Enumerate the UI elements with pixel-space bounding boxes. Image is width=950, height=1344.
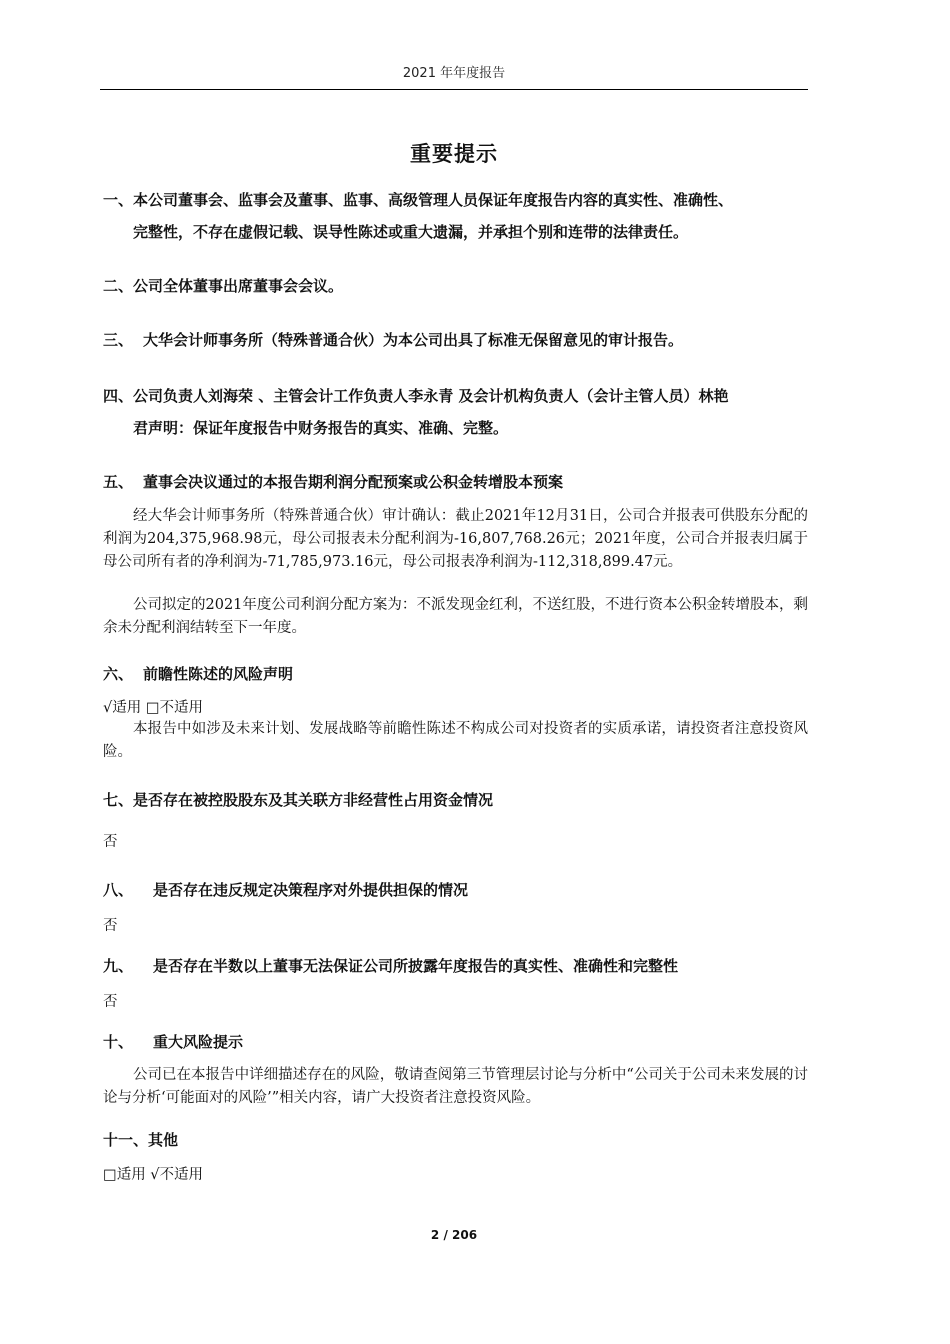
page-title: 重要提示	[410, 142, 498, 166]
section-2-number: 二、	[103, 277, 134, 295]
section-1-line2: 完整性，不存在虚假记载、误导性陈述或重大遗漏，并承担个别和连带的法律责任。	[133, 223, 689, 241]
section-8-heading-text: 是否存在违反规定决策程序对外提供担保的情况	[153, 881, 469, 899]
section-1-number: 一、	[103, 191, 134, 209]
section-4-number: 四、	[103, 387, 134, 405]
section-7-number: 七、	[103, 791, 134, 809]
section-3-number: 三、	[103, 331, 134, 349]
header-rule	[100, 89, 808, 90]
section-5-heading-text: 董事会决议通过的本报告期利润分配预案或公积金转增股本预案	[143, 473, 564, 491]
section-3-text: 大华会计师事务所（特殊普通合伙）为本公司出具了标准无保留意见的审计报告。	[143, 331, 684, 349]
section-5-heading	[103, 466, 563, 498]
section-4-line1	[103, 380, 728, 412]
section-6-heading-text: 前瞻性陈述的风险声明	[143, 665, 294, 683]
section-6-applicability: √适用 □不适用	[103, 700, 204, 716]
section-5-paragraph-1: 经大华会计师事务所（特殊普通合伙）审计确认：截止2021年12月31日，公司合并报表可供股东分配的利润为204,375,968.98元，母公司报表未分配利润为-16,807,768.26元；2021年度，公司合并报表归属于母公司所有者的净利润为-71,785,973.16元，母公司报表净利润为-112,318,899.47元。	[103, 508, 808, 570]
section-2	[103, 270, 343, 302]
section-8-number: 八、	[103, 881, 134, 899]
section-7-answer: 否	[103, 834, 118, 850]
section-10-paragraph: 公司已在本报告中详细描述存在的风险，敬请查阅第三节管理层讨论与分析中“公司关于公司未来发展的讨论与分析‘可能面对的风险’”相关内容，请广大投资者注意投资风险。	[103, 1067, 808, 1106]
section-6-paragraph: 本报告中如涉及未来计划、发展战略等前瞻性陈述不构成公司对投资者的实质承诺，请投资者注意投资风险。	[103, 721, 808, 760]
section-5-number: 五、	[103, 473, 134, 491]
section-2-text: 公司全体董事出席董事会会议。	[133, 277, 344, 295]
section-11-number: 十一、	[103, 1131, 149, 1149]
section-11-applicability: □适用 √不适用	[103, 1167, 204, 1183]
section-8-heading	[103, 874, 468, 906]
section-1-text: 本公司董事会、监事会及董事、监事、高级管理人员保证年度报告内容的真实性、准确性、	[133, 191, 734, 209]
running-header: 2021 年年度报告	[402, 66, 506, 81]
section-11-heading	[103, 1124, 178, 1156]
section-6-heading	[103, 658, 293, 690]
section-7-heading-text: 是否存在被控股股东及其关联方非经营性占用资金情况	[133, 791, 494, 809]
page-number: 2 / 206	[430, 1228, 478, 1242]
section-9-heading	[103, 950, 678, 982]
section-10-number: 十、	[103, 1033, 134, 1051]
section-11-heading-text: 其他	[148, 1131, 179, 1149]
section-3	[103, 324, 683, 356]
section-6-number: 六、	[103, 665, 134, 683]
section-1-line1	[103, 184, 733, 216]
section-10-heading	[103, 1026, 243, 1058]
section-9-answer: 否	[103, 994, 118, 1010]
section-7-heading	[103, 784, 493, 816]
section-8-answer: 否	[103, 918, 118, 934]
section-9-number: 九、	[103, 957, 134, 975]
section-4-line2: 君声明：保证年度报告中财务报告的真实、准确、完整。	[133, 419, 509, 437]
section-5-paragraph-2: 公司拟定的2021年度公司利润分配方案为：不派发现金红利，不送红股，不进行资本公积金转增股本，剩余未分配利润结转至下一年度。	[103, 597, 808, 636]
section-10-heading-text: 重大风险提示	[153, 1033, 244, 1051]
section-4-text: 公司负责人刘海荣 、主管会计工作负责人李永青 及会计机构负责人（会计主管人员）林艳	[133, 387, 729, 405]
section-9-heading-text: 是否存在半数以上董事无法保证公司所披露年度报告的真实性、准确性和完整性	[153, 957, 679, 975]
